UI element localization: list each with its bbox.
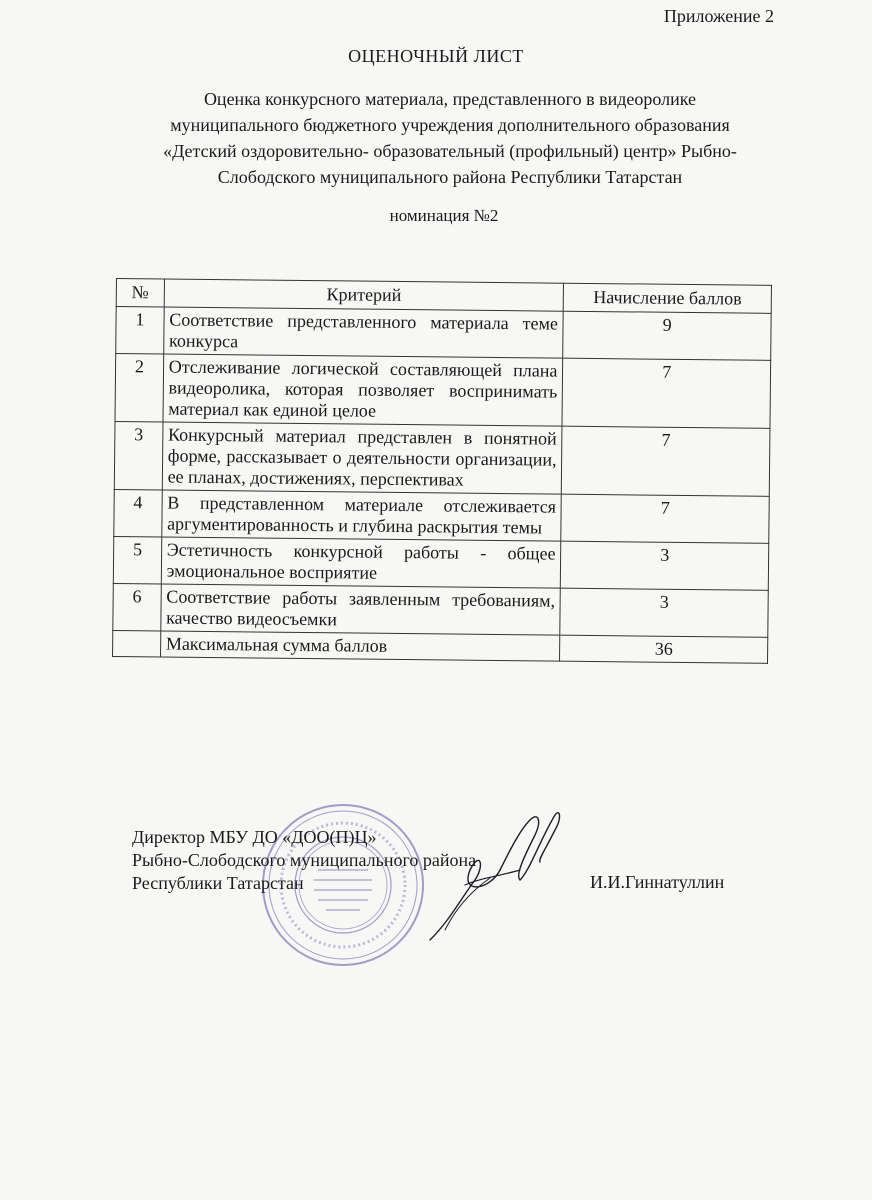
total-row [113,630,768,663]
subtitle-line: муниципального бюджетного учреждения дополнительного образования [170,115,730,135]
row-score: 7 [562,358,770,428]
row-score: 3 [560,588,768,637]
criteria-table [112,278,772,664]
row-num: 1 [116,307,164,354]
nomination-label: номинация №2 [389,206,499,225]
row-criterion: В представленном материале отслеживается аргументированность и глубина раскрытия темы [161,490,561,541]
row-score: 7 [561,494,769,543]
header-criterion: Критерий [164,279,564,311]
row-criterion: Соответствие представленного материала теме конкурса [163,307,563,358]
signer-name: И.И.Гиннатуллин [590,872,725,892]
document-title: ОЦЕНОЧНЫЙ ЛИСТ [348,46,524,66]
signature-line: Республики Татарстан [132,873,304,893]
row-criterion: Отслеживание логической составляющей плана видеоролика, которая позволяет воспринимать материал как единой целое [163,354,563,426]
subtitle-line: Слободского муниципального района Республики Татарстан [217,167,683,187]
table-row [116,307,771,361]
table-row [114,421,770,496]
signature-line: Рыбно-Слободского муниципального района [132,850,477,870]
document-subtitle [110,86,790,190]
total-score: 36 [560,635,768,663]
row-score: 3 [561,541,769,590]
row-score: 9 [563,311,771,360]
table-row [113,583,768,637]
header-score: Начисление баллов [564,283,772,313]
subtitle-line: «Детский оздоровительно- образовательный (профильный) центр» Рыбно- [163,141,737,161]
row-num: 2 [115,354,163,422]
row-num: 5 [113,536,161,583]
row-criterion: Эстетичность конкурсной работы - общее эмоциональное восприятие [161,537,561,588]
row-num: 4 [114,489,162,536]
signature-block [132,826,476,895]
header-num: № [116,279,164,307]
row-num: 3 [114,421,162,489]
signature-line: Директор МБУ ДО «ДОО(П)Ц» [132,827,377,847]
row-num: 6 [113,583,161,630]
subtitle-line: Оценка конкурсного материала, представленного в видеоролике [203,89,697,109]
row-score: 7 [562,426,770,496]
table-row [115,354,771,429]
total-num [113,630,161,656]
table-row [114,489,769,543]
row-criterion: Соответствие работы заявленным требованиям, качество видеосъемки [161,584,561,635]
row-criterion: Конкурсный материал представлен в понятной форме, рассказывает о деятельности организации, ее планах, достижениях, перспективах [162,422,562,494]
table-row [113,536,768,590]
total-label: Максимальная сумма баллов [160,631,560,661]
appendix-label: Приложение 2 [663,6,774,26]
